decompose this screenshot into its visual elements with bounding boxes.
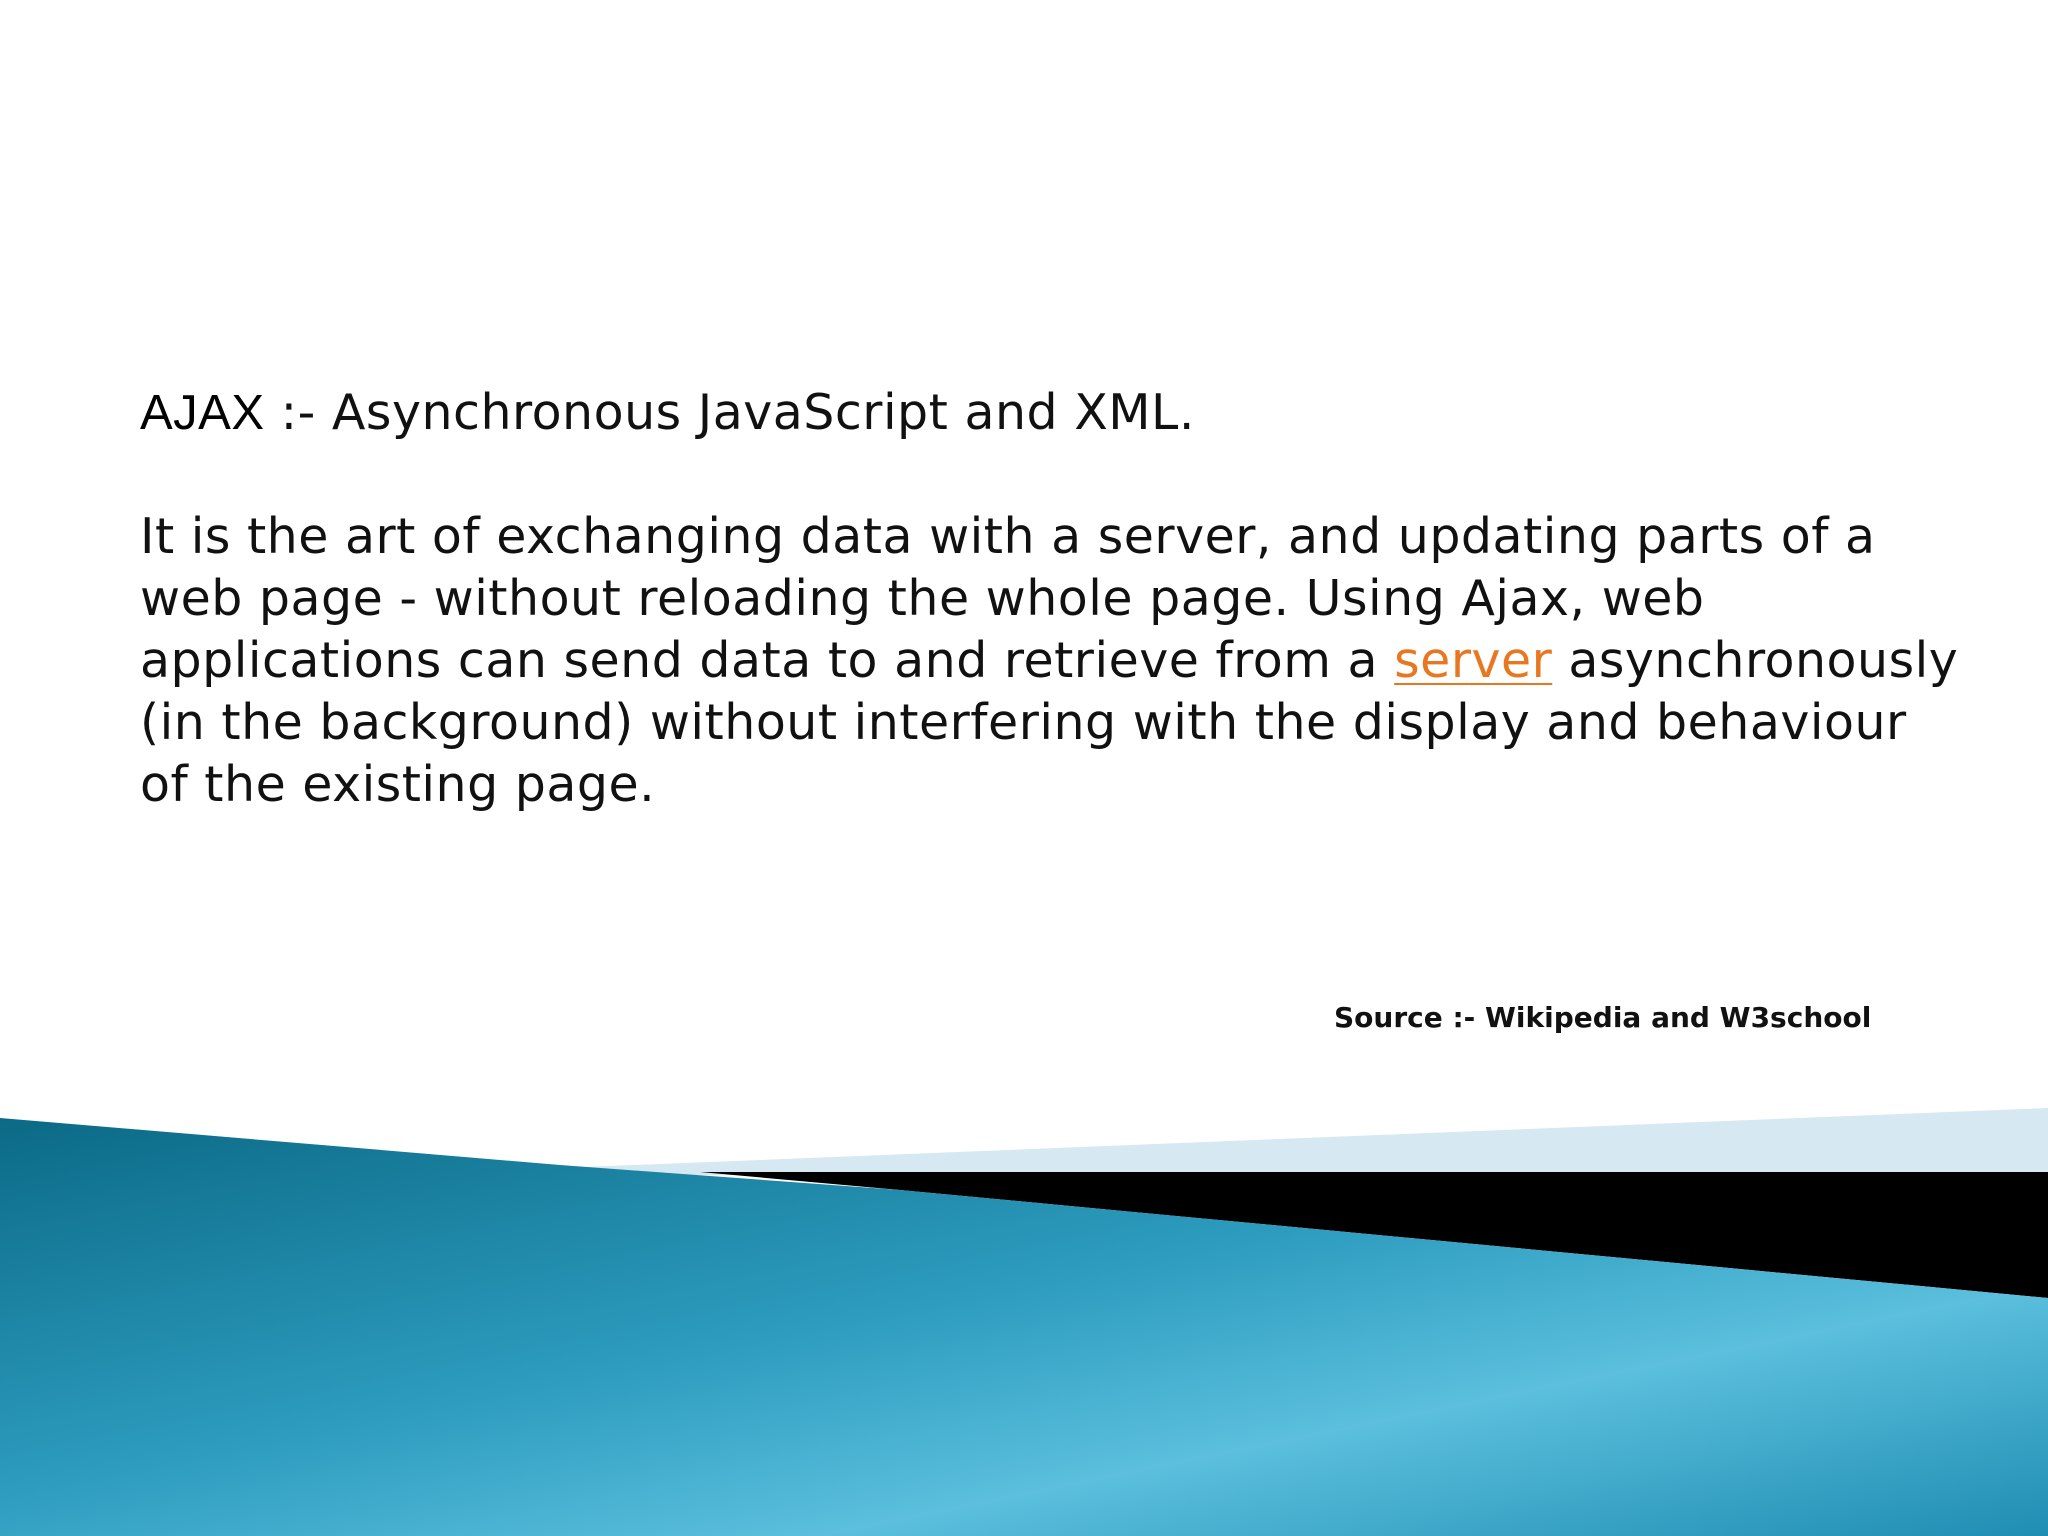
term: AJAX — [140, 386, 265, 440]
description-after-link: asynchronously (in the background) without interfering with the display and behaviour of the existing page. — [140, 632, 1959, 813]
term-separator: :- — [264, 384, 332, 441]
source-note: Source :- Wikipedia and W3school — [1334, 1001, 1872, 1034]
description-paragraph — [140, 506, 1960, 816]
content-text — [140, 382, 1960, 816]
term-expansion: Asynchronous JavaScript and XML. — [331, 384, 1195, 441]
server-link[interactable]: server — [1394, 632, 1553, 689]
description-before-link: It is the art of exchanging data with a server, and updating parts of a web page - without reloading the whole page. Using Ajax, web applications can send data to and retrieve from a — [140, 508, 1876, 689]
light-blue-band — [560, 1108, 2048, 1175]
definition-line — [140, 382, 1960, 444]
